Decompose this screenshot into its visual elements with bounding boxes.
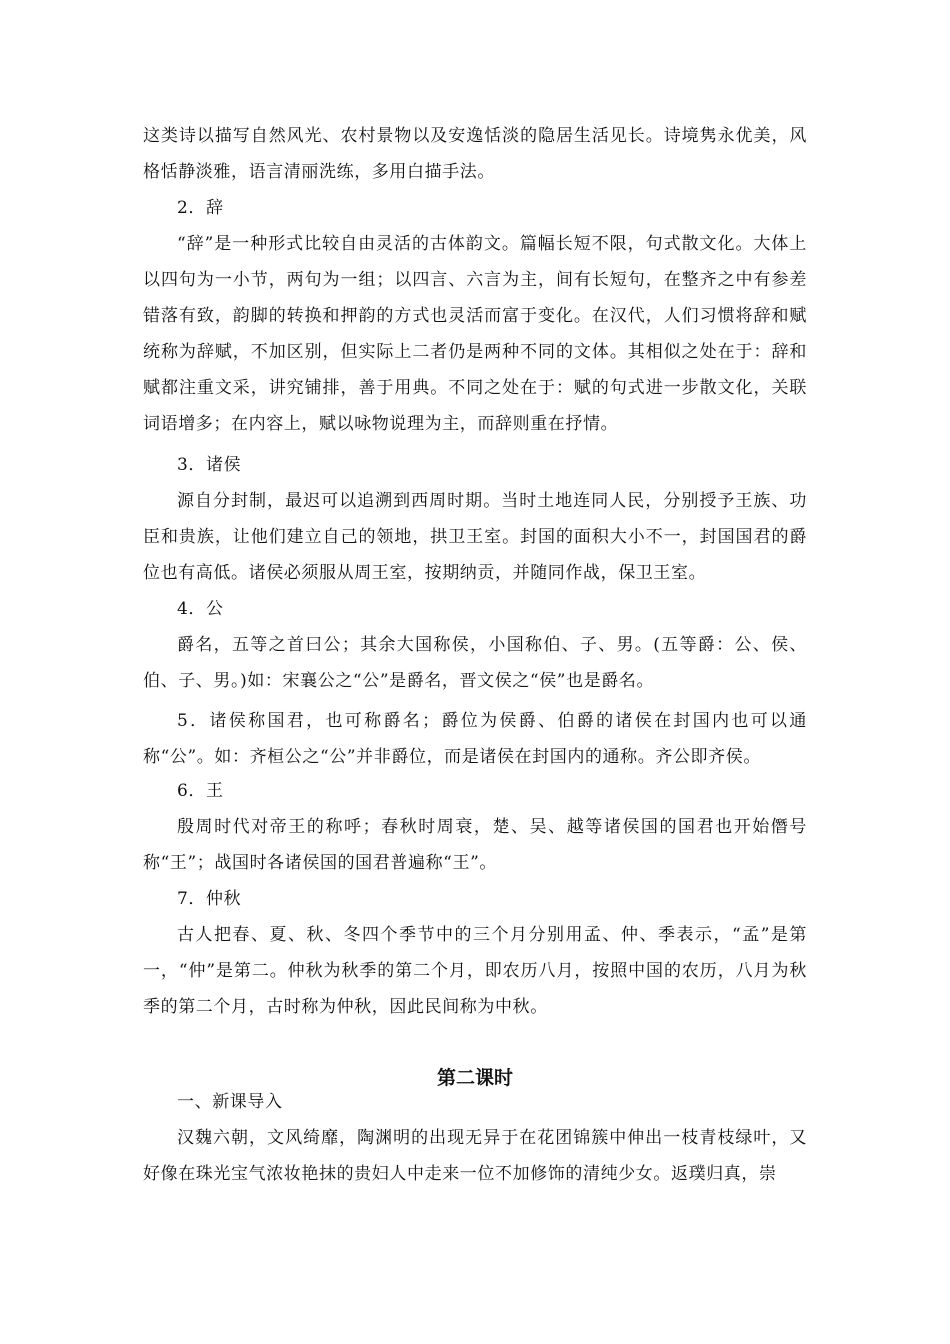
item-heading-zhongqiu: 7．仲秋 — [177, 889, 242, 909]
item-heading-wang: 6．王 — [177, 781, 224, 801]
subsection-heading: 一、新课导入 — [177, 1092, 283, 1112]
intro-paragraph: 这类诗以描写自然风光、农村景物以及安逸恬淡的隐居生活见长。诗境隽永优美，风格恬静淡雅，语言清丽洗练，多用白描手法。 — [143, 126, 807, 182]
item-heading-zhuhou: 3．诸侯 — [177, 455, 242, 475]
item-body-zhongqiu: 古人把春、夏、秋、冬四个季节中的三个月分别用孟、仲、季表示，“孟”是第一，“仲”是第二。仲秋为秋季的第二个月，即农历八月，按照中国的农历，八月为秋季的第二个月，古时称为仲秋，因此民间称为中秋。 — [143, 925, 807, 1017]
item-body-zhuhou: 源自分封制，最迟可以追溯到西周时期。当时土地连同人民，分别授予王族、功臣和贵族，让他们建立自己的领地，拱卫王室。封国的面积大小不一，封国国君的爵位也有高低。诸侯必须服从周王室，按期纳贡，并随同作战，保卫王室。 — [143, 491, 807, 583]
item-body-wang: 殷周时代对帝王的称呼；春秋时周衰，楚、吴、越等诸侯国的国君也开始僭号称“王”；战国时各诸侯国的国君普遍称“王”。 — [143, 817, 807, 873]
item-body-gong: 爵名，五等之首曰公；其余大国称侯，小国称伯、子、男。(五等爵：公、侯、伯、子、男。)如：宋襄公之“公”是爵名，晋文侯之“侯”也是爵名。 — [143, 635, 807, 691]
final-paragraph: 汉魏六朝，文风绮靡，陶渊明的出现无异于在花团锦簇中伸出一枝青枝绿叶，又好像在珠光宝气浓妆艳抹的贵妇人中走来一位不加修饰的清纯少女。返璞归真，崇 — [143, 1128, 807, 1184]
section-title: 第二课时 — [436, 1067, 513, 1089]
item-heading-ci: 2．辞 — [177, 198, 224, 218]
item-body-ci: “辞”是一种形式比较自由灵活的古体韵文。篇幅长短不限，句式散文化。大体上以四句为一小节，两句为一组；以四言、六言为主，间有长短句，在整齐之中有参差错落有致，韵脚的转换和押韵的方式也灵活而富于变化。在汉代，人们习惯将辞和赋统称为辞赋，不加区别，但实际上二者仍是两种不同的文体。其相似之处在于：辞和赋都注重文采，讲究铺排，善于用典。不同之处在于：赋的句式进一步散文化，关联词语增多；在内容上，赋以咏物说理为主，而辞则重在抒情。 — [143, 234, 807, 434]
item-body-guojun: 5．诸侯称国君，也可称爵名；爵位为侯爵、伯爵的诸侯在封国内也可以通称“公”。如：齐桓公之“公”并非爵位，而是诸侯在封国内的通称。齐公即齐侯。 — [143, 711, 807, 767]
item-heading-gong: 4．公 — [177, 599, 224, 619]
